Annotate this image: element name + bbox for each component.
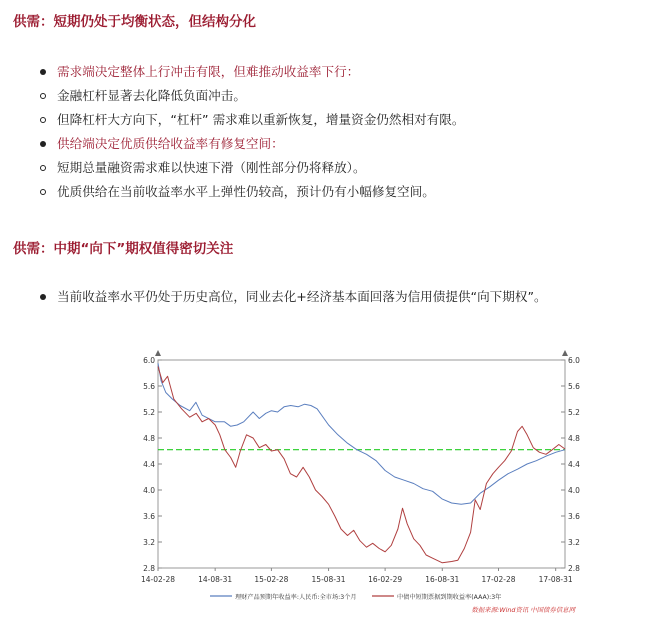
x-tick-label: 17-02-28 bbox=[481, 575, 516, 584]
y-tick-label-left: 3.2 bbox=[143, 538, 155, 547]
left-axis-arrow-icon bbox=[155, 350, 161, 356]
list-item bbox=[0, 156, 652, 180]
x-tick-label: 14-02-28 bbox=[140, 575, 176, 584]
x-tick-label: 17-08-31 bbox=[538, 575, 573, 584]
list-item-text: 金融杠杆显著去化降低负面冲击。 bbox=[57, 88, 246, 103]
list-item-text: 当前收益率水平仍处于历史高位，同业去化+经济基本面回落为信用债提供“向下期权”。 bbox=[57, 289, 547, 304]
list-item bbox=[0, 180, 652, 204]
x-tick-label: 15-08-31 bbox=[311, 575, 346, 584]
y-tick-label-right: 5.2 bbox=[568, 408, 580, 417]
series-line-2 bbox=[158, 367, 565, 563]
bullet-dot-icon bbox=[40, 69, 46, 75]
bullet-circle-icon bbox=[40, 165, 46, 171]
list-item-text: 优质供给在当前收益率水平上弹性仍较高，预计仍有小幅修复空间。 bbox=[57, 184, 435, 199]
bullet-circle-icon bbox=[40, 189, 46, 195]
list-item-text: 短期总量融资需求难以快速下滑（刚性部分仍将释放）。 bbox=[57, 160, 366, 175]
list-item-text: 但降杠杆大方向下，“杠杆” 需求难以重新恢复，增量资金仍然相对有限。 bbox=[57, 112, 465, 127]
list-item-text: 需求端决定整体上行冲击有限，但难推动收益率下行： bbox=[57, 64, 360, 79]
list-item bbox=[0, 60, 652, 84]
y-tick-label-left: 6.0 bbox=[143, 356, 155, 365]
y-tick-label-right: 4.8 bbox=[568, 434, 580, 443]
y-tick-label-right: 4.4 bbox=[568, 460, 580, 469]
x-tick-label: 14-08-31 bbox=[198, 575, 233, 584]
section2-bullet-list bbox=[0, 285, 652, 309]
plot-frame bbox=[158, 360, 565, 568]
x-tick-label: 15-02-28 bbox=[254, 575, 289, 584]
y-tick-label-left: 2.8 bbox=[143, 564, 155, 573]
y-tick-label-left: 4.4 bbox=[143, 460, 155, 469]
list-item bbox=[0, 108, 652, 132]
x-tick-label: 16-08-31 bbox=[425, 575, 460, 584]
y-tick-label-left: 5.2 bbox=[143, 408, 155, 417]
section1-bullet-list bbox=[0, 60, 652, 204]
y-tick-label-left: 5.6 bbox=[143, 382, 155, 391]
y-tick-label-right: 5.6 bbox=[568, 382, 580, 391]
list-item bbox=[0, 132, 652, 156]
list-item bbox=[0, 285, 652, 309]
y-tick-label-left: 4.8 bbox=[143, 434, 155, 443]
list-item-text: 供给端决定优质供给收益率有修复空间： bbox=[57, 136, 284, 151]
y-tick-label-right: 3.6 bbox=[568, 512, 580, 521]
y-tick-label-right: 3.2 bbox=[568, 538, 580, 547]
section2-heading: 供需：中期“向下”期权值得密切关注 bbox=[13, 241, 234, 257]
bullet-circle-icon bbox=[40, 93, 46, 99]
bullet-dot-icon bbox=[40, 141, 46, 147]
x-tick-label: 16-02-29 bbox=[368, 575, 403, 584]
y-tick-label-right: 2.8 bbox=[568, 564, 580, 573]
bullet-dot-icon bbox=[40, 294, 46, 300]
bullet-circle-icon bbox=[40, 117, 46, 123]
legend-label-2: 中债中短期票据到期收益率(AAA):3年 bbox=[397, 594, 502, 601]
source-note: 数据来源:Wind资讯 中国债券信息网 bbox=[471, 606, 575, 614]
legend-label-1: 理财产品预期年收益率:人民币:全市场:3个月 bbox=[235, 594, 357, 601]
y-tick-label-left: 4.0 bbox=[143, 486, 155, 495]
list-item bbox=[0, 84, 652, 108]
yield-comparison-chart bbox=[140, 346, 585, 618]
y-tick-label-left: 3.6 bbox=[143, 512, 155, 521]
y-tick-label-right: 6.0 bbox=[568, 356, 580, 365]
section1-heading: 供需：短期仍处于均衡状态，但结构分化 bbox=[13, 14, 256, 30]
y-tick-label-right: 4.0 bbox=[568, 486, 580, 495]
